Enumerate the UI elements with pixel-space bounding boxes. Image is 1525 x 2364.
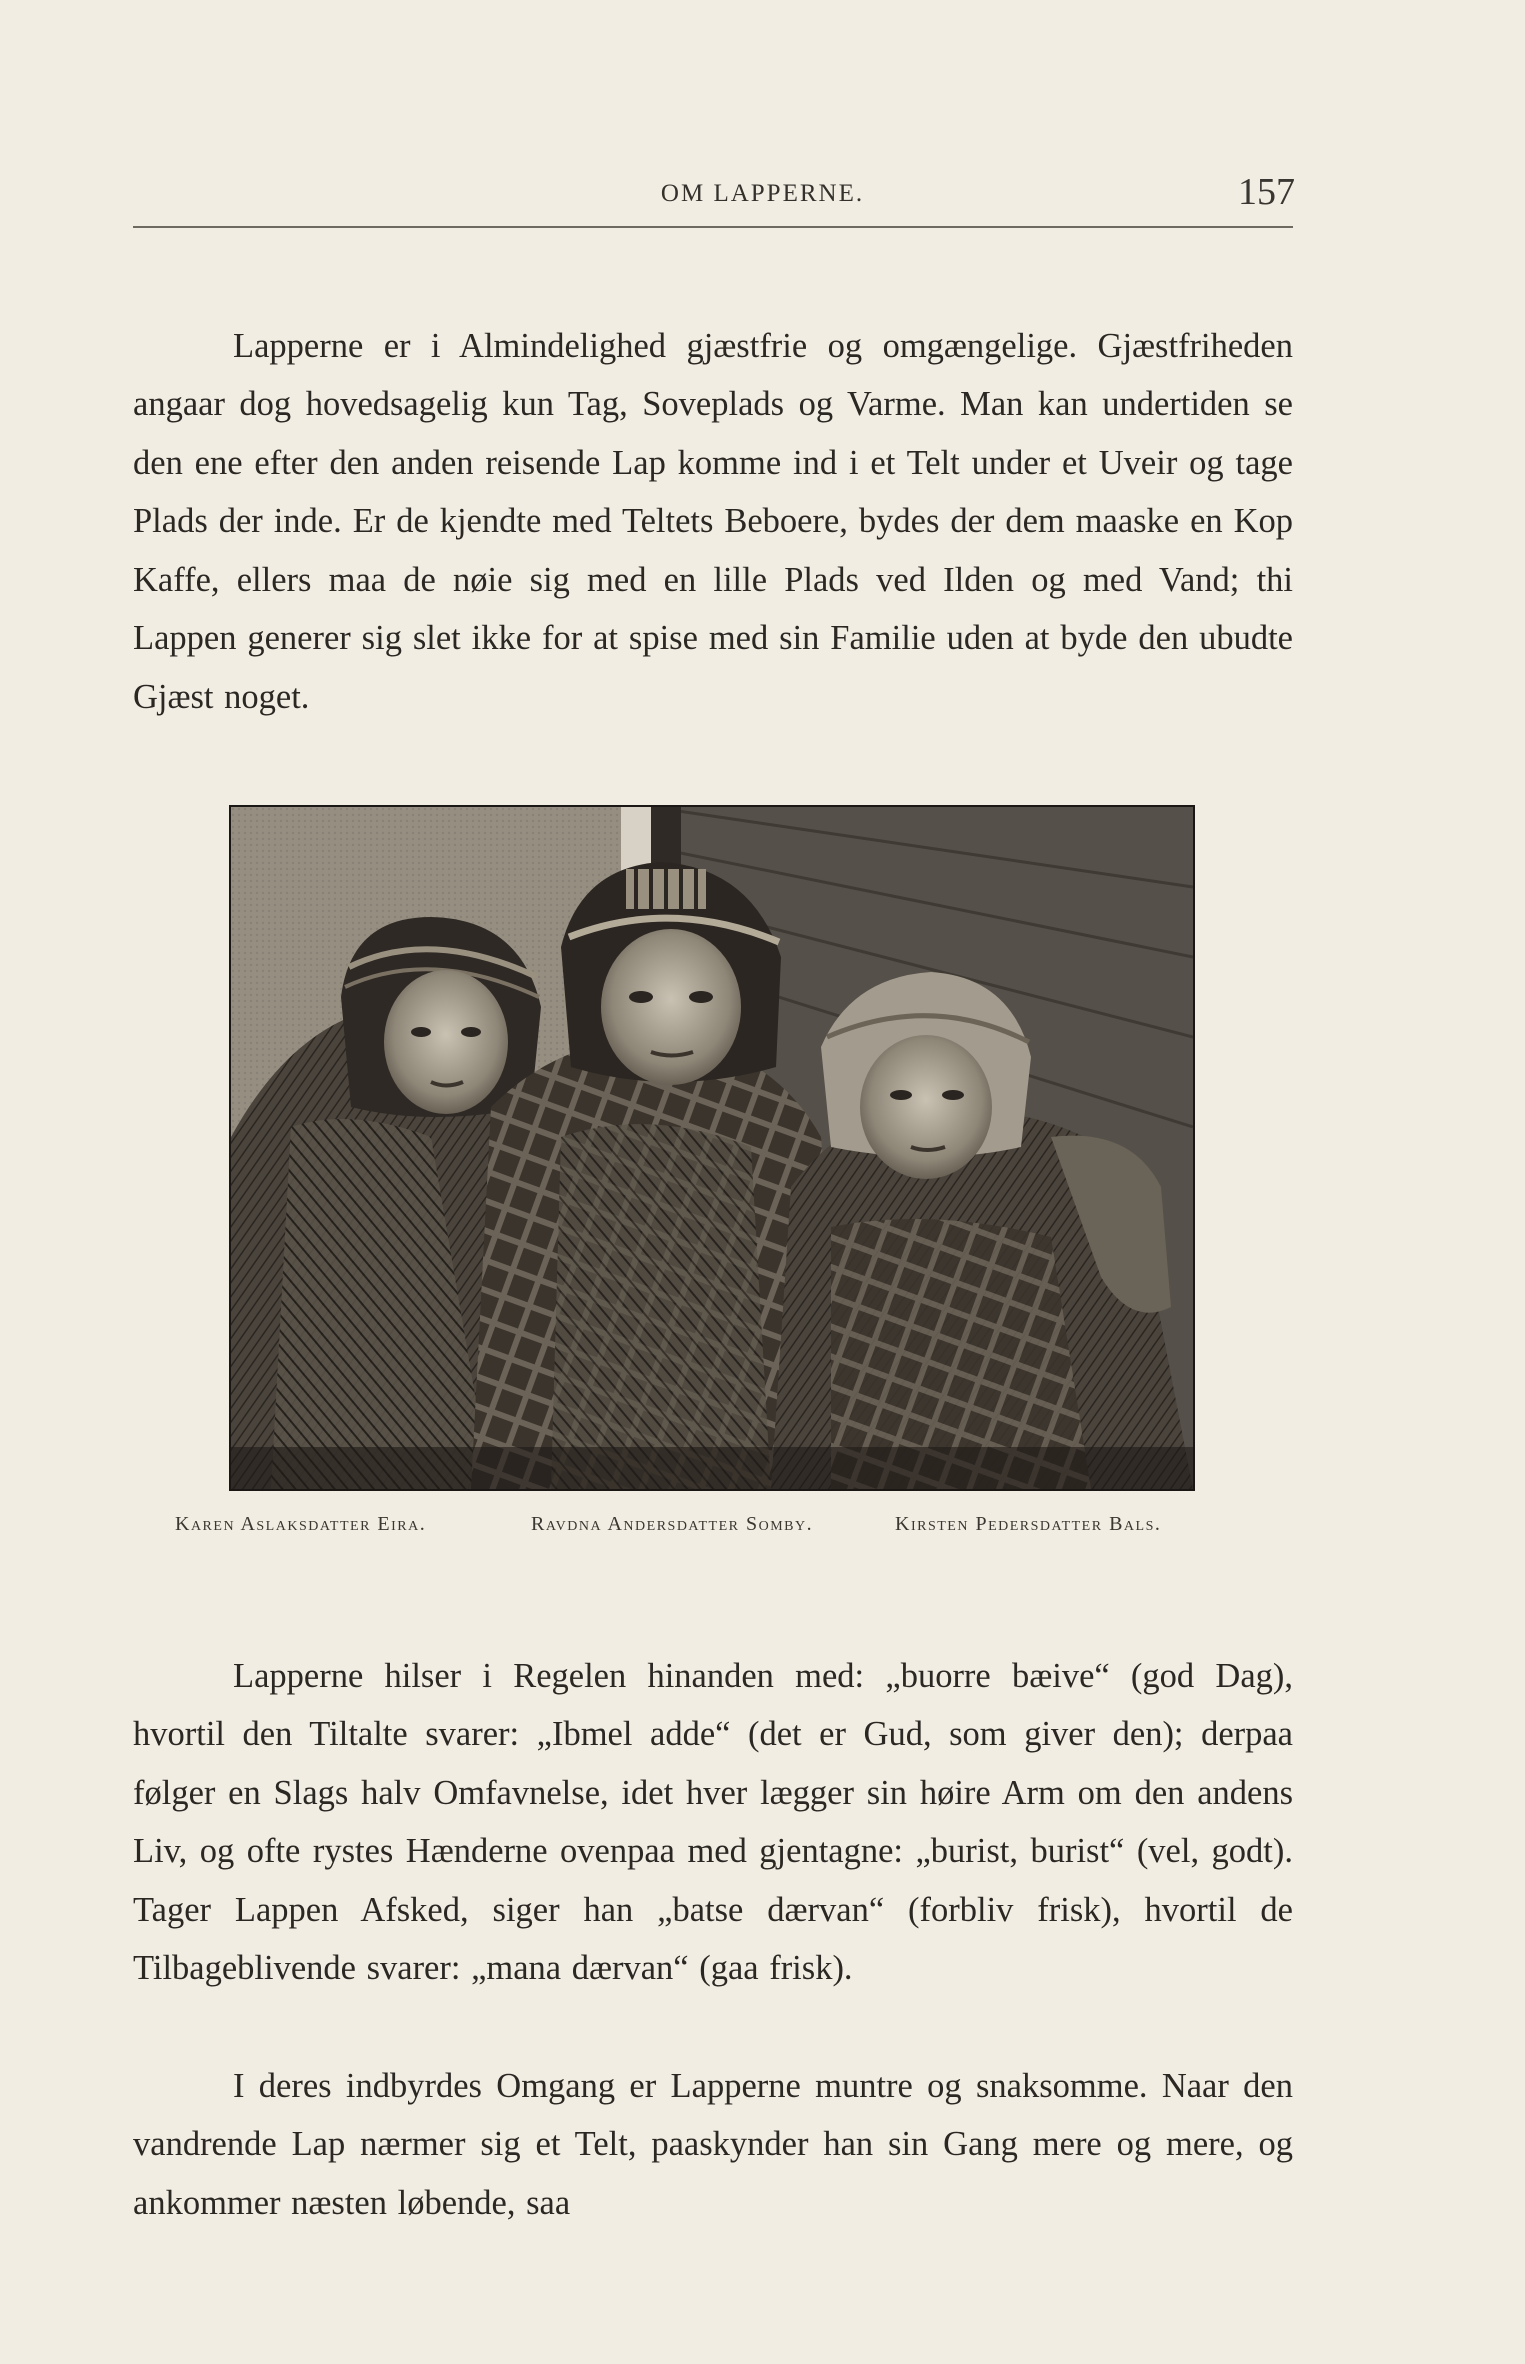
running-title: OM LAPPERNE. <box>660 180 865 207</box>
photo-illustration <box>231 807 1193 1489</box>
caption-name-center: Ravdna Andersdatter Somby. <box>531 1513 814 1535</box>
paragraph-3: I deres indbyrdes Omgang er Lapperne muntre og snaksomme. Naar den vandrende Lap nærmer sig et Telt, paaskynder han sin Gang mere og mere, og ankommer næsten løbende, saa <box>133 2066 1293 2222</box>
paragraph-1: Lapperne er i Almindelighed gjæstfrie og omgængelige. Gjæstfriheden angaar dog hovedsagelig kun Tag, Soveplads og Varme. Man kan undertiden se den ene efter den anden reisende Lap komme ind i et Telt under et Uveir og tage Plads der inde. Er de kjendte med Teltets Beboere, bydes der dem maaske en Kop Kaffe, ellers maa de nøie sig med en lille Plads ved Ilden og med Vand; thi Lappen generer sig slet ikke for at spise med sin Familie uden at byde den ubudte Gjæst noget. <box>133 326 1293 716</box>
caption-name-right: Kirsten Pedersdatter Bals. <box>895 1513 1162 1535</box>
caption-name-left: Karen Aslaksdatter Eira. <box>175 1513 427 1535</box>
photo-caption <box>175 1513 1265 1553</box>
header-rule <box>133 226 1293 228</box>
page-number: 157 <box>1238 171 1295 213</box>
portrait-photograph <box>229 805 1195 1491</box>
running-head <box>0 171 1525 216</box>
paragraph-2: Lapperne hilser i Regelen hinanden med: „buorre bæive“ (god Dag), hvortil den Tiltalte svarer: „Ibmel adde“ (det er Gud, som giver den); derpaa følger en Slags halv Omfavnelse, idet hver lægger sin høire Arm om den andens Liv, og ofte rystes Hænderne ovenpaa med gjentagne: „burist, burist“ (vel, godt). Tager Lappen Afsked, siger han „batse dærvan“ (forbliv frisk), hvortil de Tilbageblivende svarer: „mana dærvan“ (gaa frisk). <box>133 1656 1293 1987</box>
